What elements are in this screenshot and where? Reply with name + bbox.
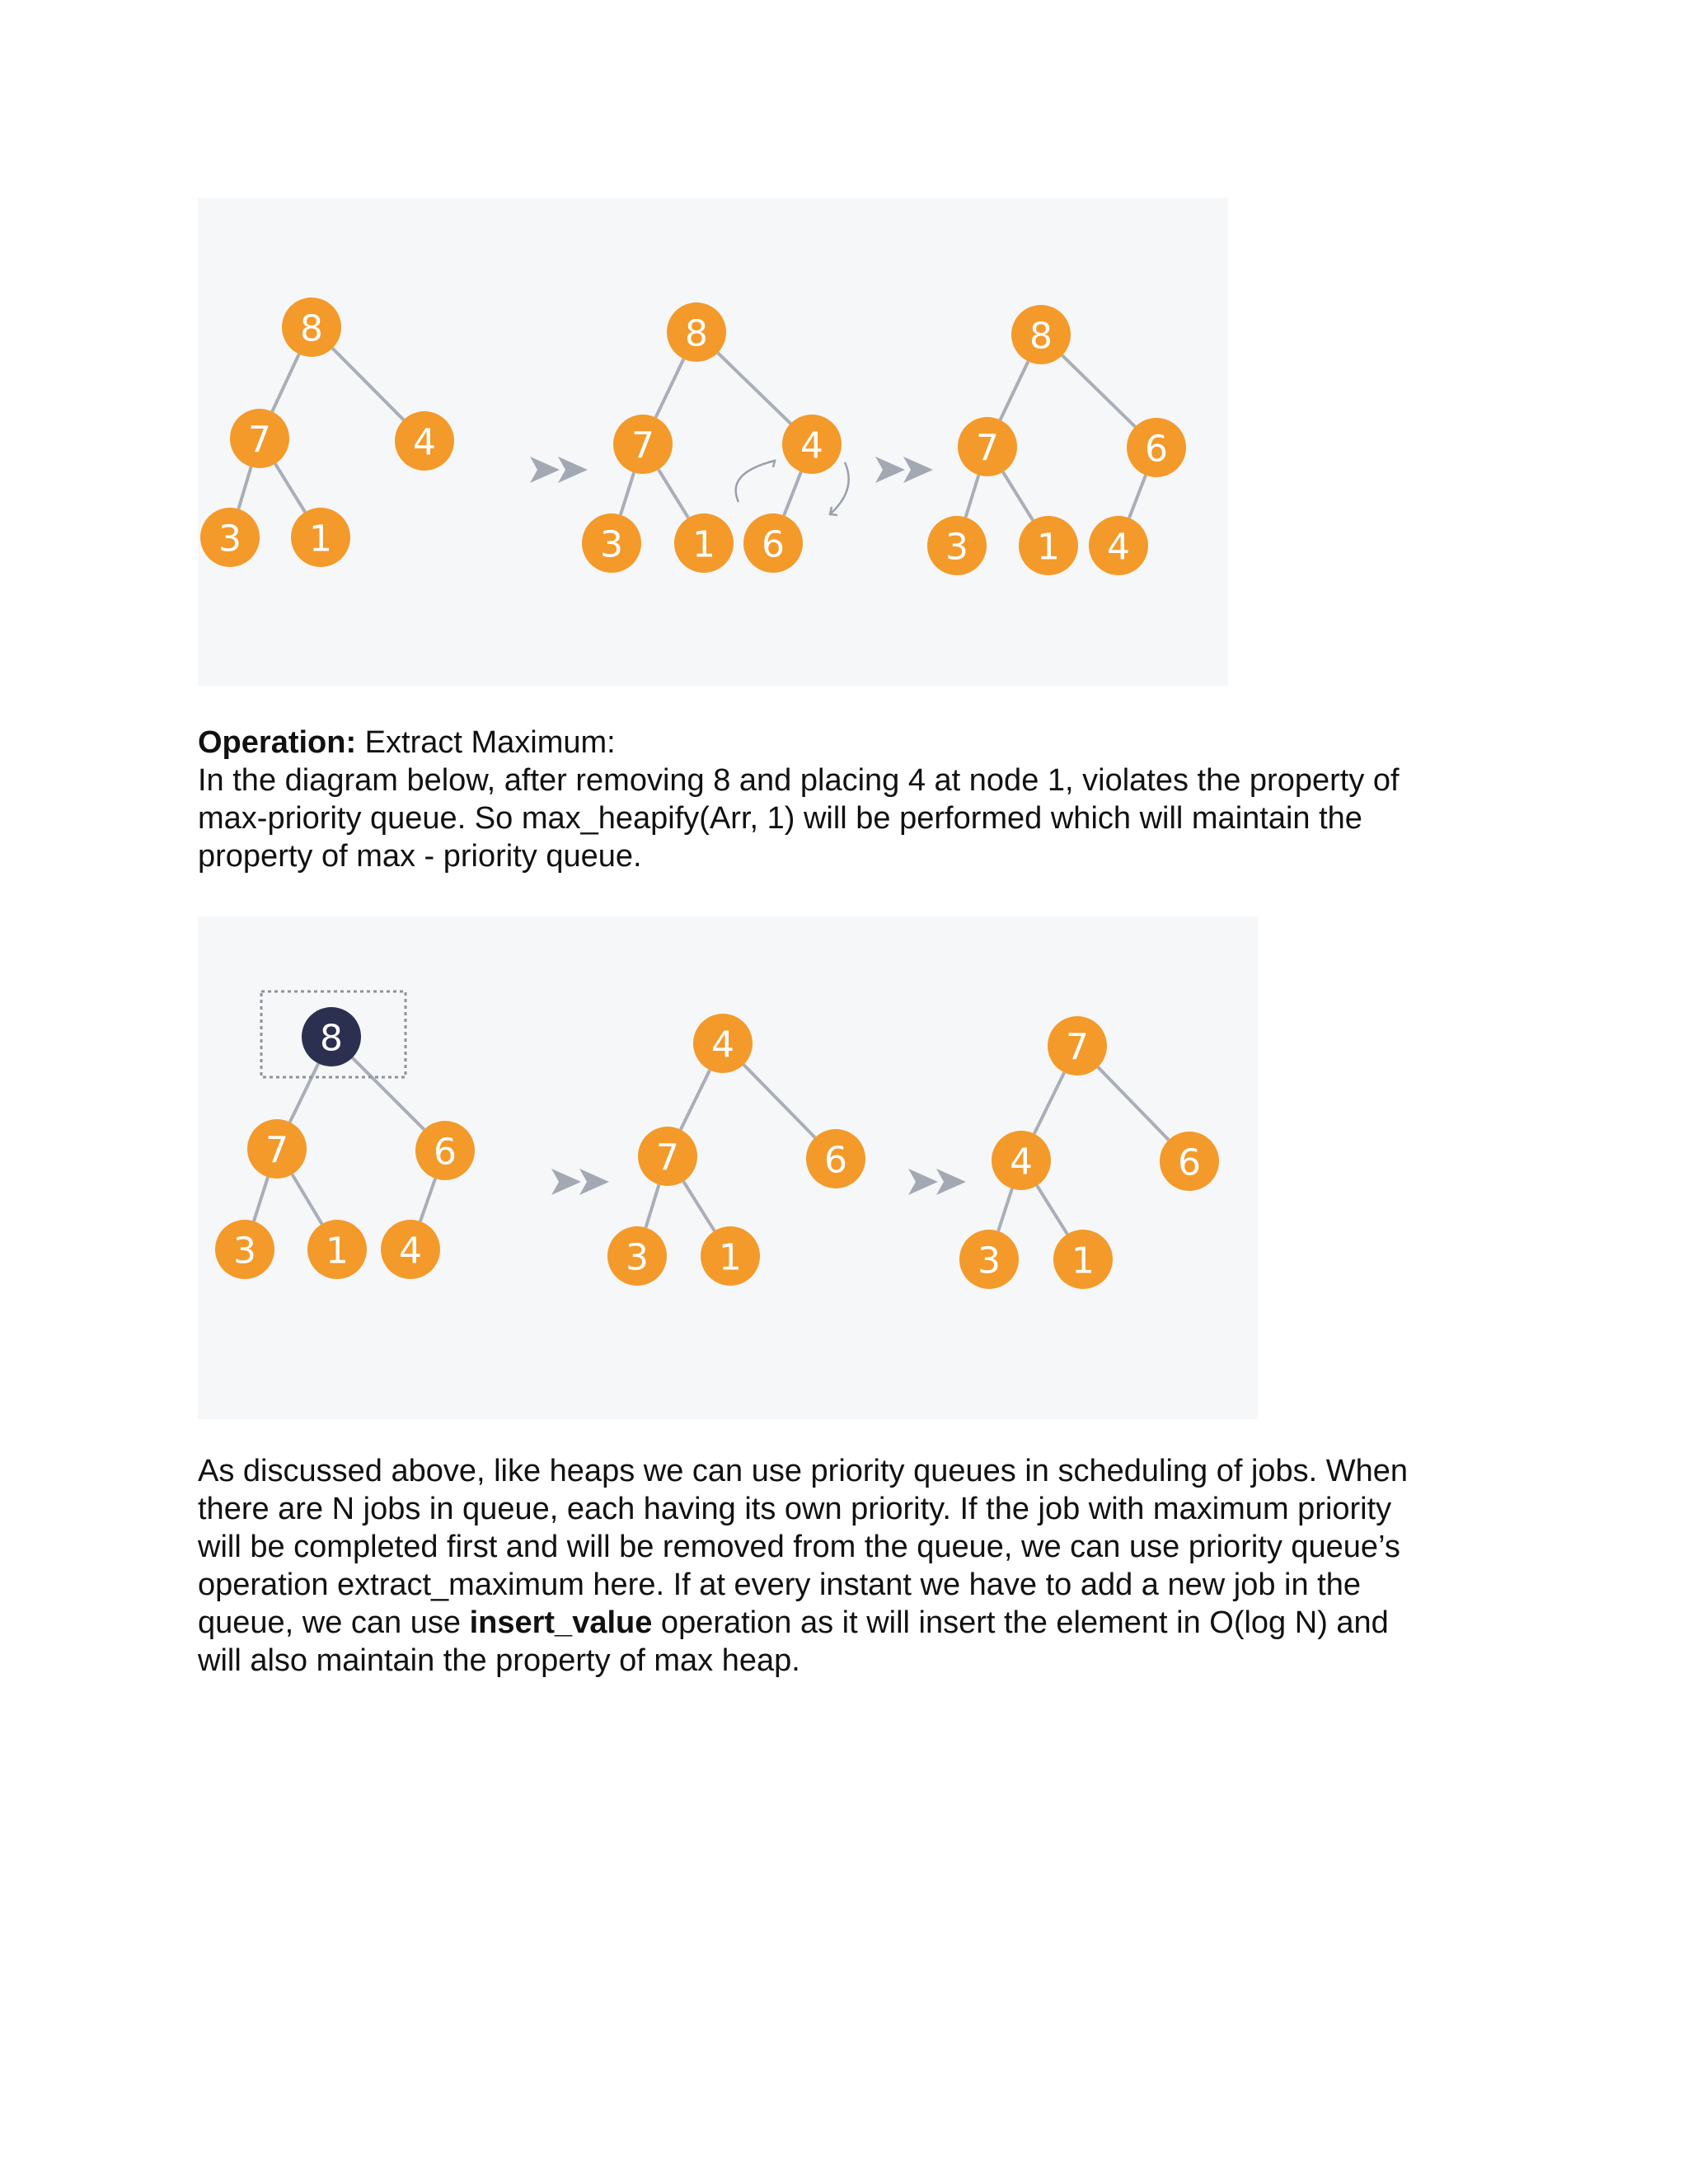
heap-node <box>415 1121 475 1180</box>
tree-edge <box>683 1181 715 1230</box>
extract-max-figure <box>198 916 1258 1419</box>
node-label: 7 <box>631 424 654 467</box>
paragraph-line: there are N jobs in queue, each having its own priority. If the job with maximum priority <box>198 1492 1392 1526</box>
tree-edge <box>290 1063 319 1122</box>
heap-tree-3 <box>927 305 1186 575</box>
node-label: 3 <box>626 1236 649 1279</box>
double-chevron-arrow-icon <box>875 457 933 483</box>
heap-node <box>1019 516 1078 575</box>
scheduling-paragraph <box>198 1452 1517 1680</box>
paragraph-line <box>198 1604 1517 1642</box>
tree-edge <box>272 354 299 412</box>
node-label: 3 <box>233 1230 256 1272</box>
operation-text-line: property of max - priority queue. <box>198 839 642 874</box>
swap-arrow-down <box>830 462 849 514</box>
tree-edge <box>1001 361 1029 419</box>
heap-node <box>959 1230 1019 1289</box>
heap-tree-1 <box>200 298 454 567</box>
heap-node <box>638 1127 697 1186</box>
node-label: 7 <box>1066 1026 1089 1069</box>
heap-node <box>613 415 673 474</box>
node-label: 6 <box>762 523 785 566</box>
tree-edge <box>1034 1072 1064 1133</box>
tree-edge <box>718 353 790 424</box>
tree-edge <box>1003 472 1033 521</box>
heap-node <box>582 513 641 573</box>
heap-node <box>958 417 1017 476</box>
tree-edge <box>1129 476 1146 518</box>
tree-edge <box>1062 355 1136 427</box>
tree-edge <box>784 472 801 516</box>
operation-text-line: In the diagram below, after removing 8 and placing 4 at node 1, violates the property of <box>198 763 1400 798</box>
tree-edge <box>275 464 305 513</box>
tree-edge <box>998 1188 1012 1231</box>
heap-tree-3 <box>959 1016 1219 1289</box>
node-label: 8 <box>685 312 708 355</box>
heap-tree-2 <box>582 302 849 573</box>
heap-node <box>200 508 260 567</box>
insert-value-term: insert_value <box>469 1605 653 1640</box>
tree-edge <box>656 359 684 417</box>
operation-section <box>198 724 1517 875</box>
heap-node <box>215 1220 274 1279</box>
node-label: 1 <box>1071 1240 1095 1282</box>
heap-node <box>782 415 842 474</box>
tree-edge <box>254 1177 268 1221</box>
heap-node <box>1053 1230 1113 1289</box>
node-label: 3 <box>600 523 623 566</box>
node-label: 6 <box>824 1139 847 1182</box>
node-label: 4 <box>800 424 823 467</box>
extract-max-diagram <box>198 916 1258 1419</box>
node-label: 3 <box>978 1240 1001 1282</box>
tree-edge <box>966 475 979 517</box>
heap-node <box>1089 516 1148 575</box>
heap-node <box>674 513 734 573</box>
double-chevron-arrow-icon <box>551 1169 609 1195</box>
double-chevron-arrow-icon <box>530 457 588 483</box>
heap-node <box>743 513 803 573</box>
paragraph-text: operation as it will insert the element in O(log N) and <box>652 1605 1389 1640</box>
operation-name: Extract Maximum: <box>356 725 616 760</box>
swap-arrow-up <box>736 461 775 502</box>
node-label: 1 <box>326 1230 349 1272</box>
node-label: 4 <box>399 1230 422 1272</box>
node-label: 3 <box>218 518 241 560</box>
insert-heap-figure <box>198 198 1228 686</box>
tree-edge <box>646 1184 659 1227</box>
node-label: 6 <box>1145 428 1168 471</box>
operation-heading <box>198 724 1517 762</box>
node-label: 1 <box>309 518 332 560</box>
node-label: 1 <box>1037 526 1060 569</box>
double-chevron-arrow-icon <box>908 1169 966 1195</box>
tree-edge <box>681 1070 710 1129</box>
heap-node <box>307 1220 367 1279</box>
heap-tree-2 <box>607 1014 865 1286</box>
heap-node <box>992 1131 1051 1190</box>
node-label: 8 <box>320 1017 343 1060</box>
paragraph-line: will also maintain the property of max heap. <box>198 1643 800 1678</box>
node-label: 4 <box>413 421 436 464</box>
heap-node <box>247 1119 307 1179</box>
heap-node <box>927 516 987 575</box>
heap-node <box>806 1129 865 1188</box>
node-label: 6 <box>1178 1141 1201 1184</box>
node-label: 4 <box>711 1024 734 1066</box>
heap-node <box>302 1007 361 1066</box>
heap-node <box>701 1226 760 1286</box>
heap-node <box>381 1220 440 1279</box>
node-label: 1 <box>692 523 715 566</box>
heap-node <box>395 411 454 471</box>
heap-node <box>1048 1016 1107 1076</box>
paragraph-text: queue, we can use <box>198 1605 470 1640</box>
tree-edge <box>621 472 634 514</box>
node-label: 7 <box>656 1137 679 1179</box>
tree-edge <box>352 1057 424 1129</box>
node-label: 7 <box>248 419 271 462</box>
heap-node <box>230 409 289 468</box>
tree-edge <box>659 470 688 518</box>
node-label: 1 <box>719 1236 742 1279</box>
heap-node <box>291 508 350 567</box>
heap-node <box>667 302 726 362</box>
node-label: 6 <box>434 1131 457 1174</box>
node-label: 4 <box>1010 1141 1033 1183</box>
tree-edge <box>238 466 251 509</box>
heap-node <box>1011 305 1071 364</box>
tree-edge <box>420 1179 435 1221</box>
paragraph-line: operation extract_maximum here. If at every instant we have to add a new job in the <box>198 1568 1361 1602</box>
heap-node <box>1160 1132 1219 1191</box>
operation-label: Operation: <box>198 725 357 760</box>
node-label: 8 <box>1029 315 1053 358</box>
paragraph-line: will be completed first and will be removed from the queue, we can use priority queue’s <box>198 1530 1400 1564</box>
insert-heap-diagram <box>198 198 1228 686</box>
tree-edge <box>292 1174 321 1224</box>
tree-edge <box>743 1065 815 1138</box>
paragraph-line: As discussed above, like heaps we can use priority queues in scheduling of jobs. When <box>198 1454 1409 1488</box>
operation-text-line: max-priority queue. So max_heapify(Arr, 1) will be performed which will maintain the <box>198 801 1362 836</box>
node-label: 4 <box>1107 526 1130 569</box>
node-label: 7 <box>976 427 999 470</box>
tree-edge <box>332 349 403 420</box>
heap-tree-1 <box>215 991 475 1279</box>
node-label: 7 <box>265 1129 288 1172</box>
heap-node <box>282 298 341 357</box>
heap-node <box>693 1014 753 1073</box>
node-label: 8 <box>300 307 323 350</box>
swap-arrowhead <box>768 461 775 467</box>
node-label: 3 <box>945 526 968 569</box>
heap-node <box>1127 418 1186 477</box>
heap-node <box>607 1226 667 1286</box>
tree-edge <box>1037 1186 1067 1235</box>
tree-edge <box>1098 1067 1169 1140</box>
